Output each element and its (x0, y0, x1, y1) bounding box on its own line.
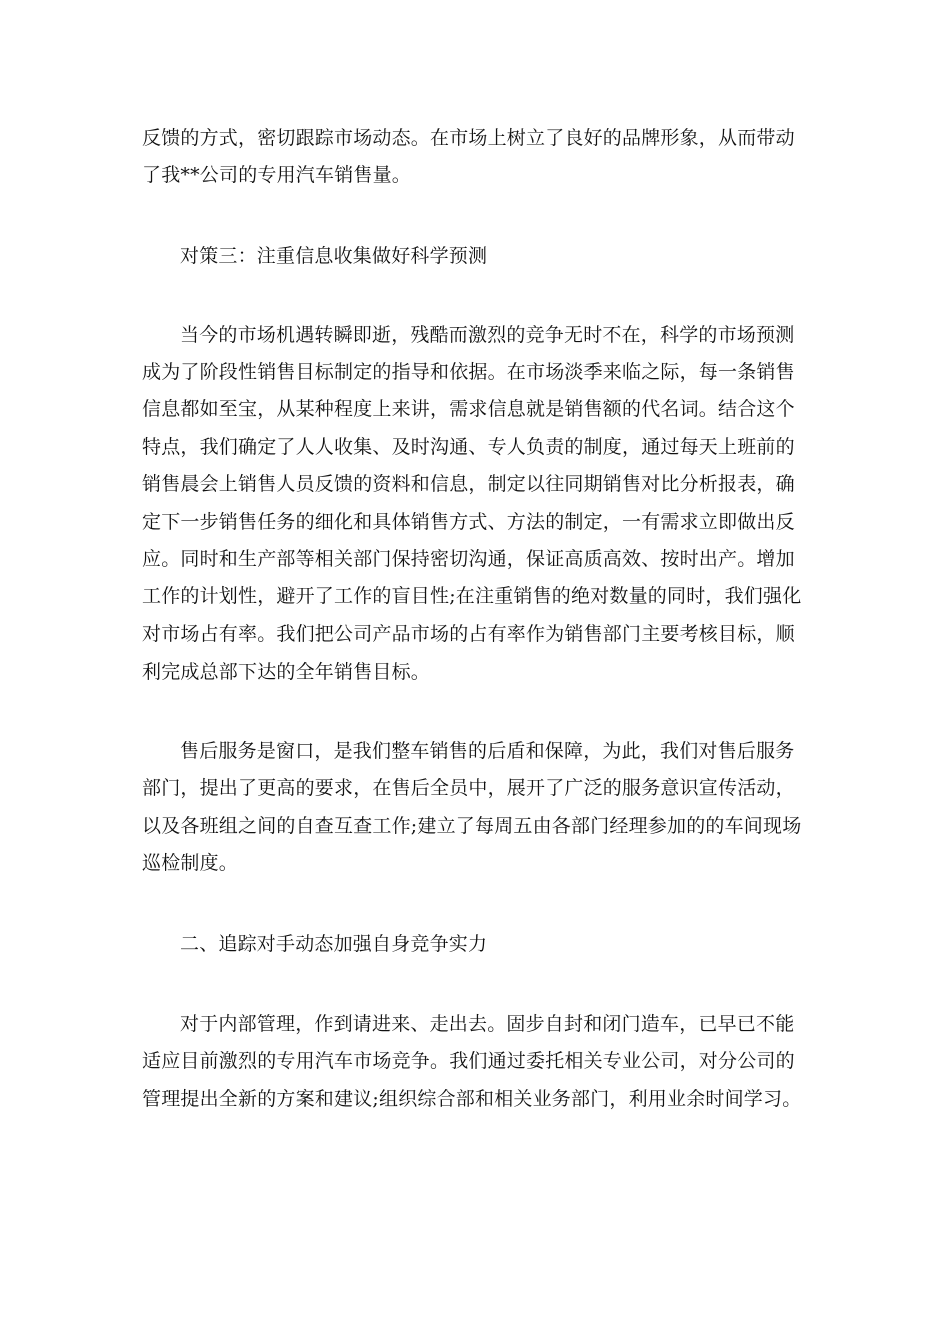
paragraph-line: 适应目前激烈的专用汽车市场竞争。我们通过委托相关专业公司，对分公司的 (142, 1050, 795, 1072)
paragraph-line: 定下一步销售任务的细化和具体销售方式、方法的制定，一有需求立即做出反 (142, 511, 795, 533)
paragraph-line: 售后服务是窗口，是我们整车销售的后盾和保障，为此，我们对售后服务 (180, 740, 795, 762)
paragraph-line: 应。同时和生产部等相关部门保持密切沟通，保证高质高效、按时出产。增加 (142, 548, 795, 570)
paragraph-line: 部门，提出了更高的要求，在售后全员中，展开了广泛的服务意识宣传活动， (142, 777, 795, 799)
paragraph-line: 对于内部管理，作到请进来、走出去。固步自封和闭门造车，已早已不能 (180, 1013, 795, 1035)
paragraph-line: 销售晨会上销售人员反馈的资料和信息，制定以往同期销售对比分析报表，确 (142, 473, 795, 495)
paragraph-line: 当今的市场机遇转瞬即逝，残酷而激烈的竞争无时不在，科学的市场预测 (180, 324, 795, 346)
paragraph-line: 特点，我们确定了人人收集、及时沟通、专人负责的制度，通过每天上班前的 (142, 436, 795, 458)
paragraph-line: 利完成总部下达的全年销售目标。 (142, 661, 431, 683)
paragraph-line: 成为了阶段性销售目标制定的指导和依据。在市场淡季来临之际，每一条销售 (142, 361, 795, 383)
paragraph-line: 反馈的方式，密切跟踪市场动态。在市场上树立了良好的品牌形象，从而带动 (142, 127, 795, 149)
paragraph-line: 管理提出全新的方案和建议;组织综合部和相关业务部门，利用业余时间学习。 (142, 1088, 802, 1110)
paragraph-line: 以及各班组之间的自查互查工作;建立了每周五由各部门经理参加的的车间现场 (142, 815, 802, 837)
paragraph-line: 对市场占有率。我们把公司产品市场的占有率作为销售部门主要考核目标，顺 (142, 623, 795, 645)
paragraph-line: 信息都如至宝，从某种程度上来讲，需求信息就是销售额的代名词。结合这个 (142, 398, 795, 420)
paragraph-line: 工作的计划性，避开了工作的盲目性;在注重销售的绝对数量的同时，我们强化 (142, 585, 802, 607)
paragraph-line: 巡检制度。 (142, 852, 239, 874)
paragraph-line: 了我**公司的专用汽车销售量。 (142, 164, 412, 186)
section-heading: 二、追踪对手动态加强自身竞争实力 (180, 933, 488, 955)
section-heading: 对策三：注重信息收集做好科学预测 (180, 245, 488, 267)
